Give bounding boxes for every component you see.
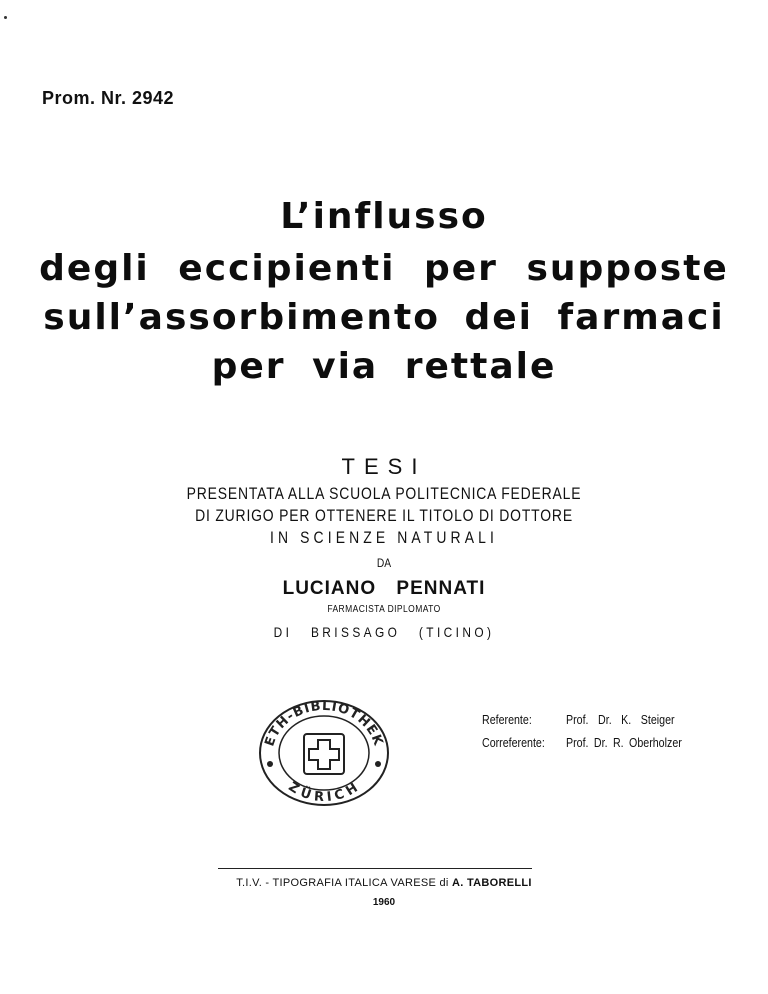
stamp-bottom-text: ZÜRICH — [285, 779, 363, 806]
library-stamp — [256, 698, 392, 808]
referente-value: Prof. Dr. K. Steiger — [566, 712, 675, 727]
thesis-line-1: PRESENTATA ALLA SCUOLA POLITECNICA FEDERALE — [186, 484, 582, 503]
title-line-1: L’influsso — [280, 196, 488, 237]
printer-prefix: T.I.V. - TIPOGRAFIA ITALICA VARESE di — [236, 877, 449, 889]
swiss-cross-icon — [309, 740, 339, 769]
author-title: FARMACISTA DIPLOMATO — [327, 604, 441, 615]
referente-label: Referente: — [482, 712, 532, 727]
stamp-top-text: ETH-BIBLIOTHEK — [262, 698, 386, 749]
stamp-right-star — [375, 761, 381, 767]
author-name: LUCIANO PENNATI — [282, 578, 486, 599]
author-origin: DI BRISSAGO (TICINO) — [273, 624, 495, 640]
title-line-2: degli eccipienti per supposte — [39, 248, 729, 289]
printer-name: A. TABORELLI — [452, 877, 532, 889]
publication-year: 1960 — [372, 897, 396, 908]
printer-divider — [218, 868, 532, 869]
thesis-label: TESI — [341, 454, 427, 479]
thesis-line-2: DI ZURIGO PER OTTENERE IL TITOLO DI DOTTORE — [195, 506, 573, 525]
da-label: DA — [376, 556, 392, 570]
title-line-4: per via rettale — [211, 346, 557, 387]
printer-line — [0, 877, 768, 889]
title-line-3: sull’assorbimento dei farmaci — [43, 297, 725, 338]
thesis-line-3: IN SCIENZE NATURALI — [270, 528, 498, 547]
correferente-value: Prof. Dr. R. Oberholzer — [566, 735, 682, 750]
correferente-label: Correferente: — [482, 735, 545, 750]
stamp-inner-ring — [279, 716, 369, 790]
stamp-left-star — [267, 761, 273, 767]
speck — [4, 16, 7, 19]
prom-number: Prom. Nr. 2942 — [42, 88, 175, 108]
